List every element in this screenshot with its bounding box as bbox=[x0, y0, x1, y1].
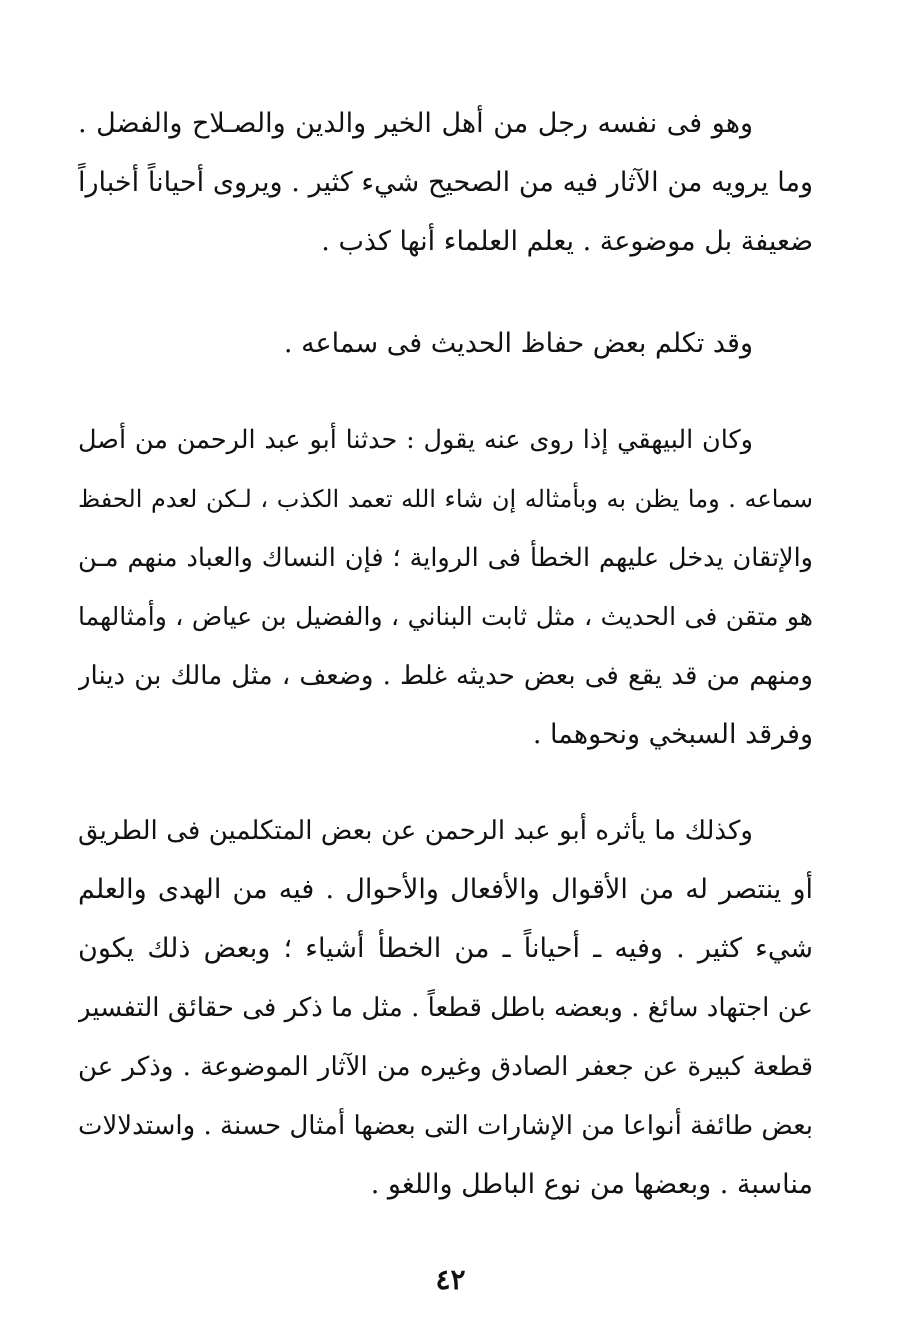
paragraph-line: ومنهم من قد يقع فى بعض حديثه غلط . وضعف ، مثل مالك بن دينار bbox=[78, 661, 813, 691]
paragraph-line: وفرقد السبخي ونحوهما . bbox=[532, 719, 813, 750]
paragraph-line: والإتقان يدخل عليهم الخطأ فى الرواية ؛ فإن النساك والعباد منهم مـن bbox=[78, 543, 813, 573]
paragraph-line: هو متقن فى الحديث ، مثل ثابت البناني ، والفضيل بن عياض ، وأمثالهما bbox=[78, 602, 813, 631]
paragraph-line: وكذلك ما يأثره أبو عبد الرحمن عن بعض المتكلمين فى الطريق bbox=[78, 816, 753, 846]
page-number: ٤٢ bbox=[435, 1263, 466, 1296]
paragraph-line: عن اجتهاد سائغ . وبعضه باطل قطعاً . مثل ما ذكر فى حقائق التفسير bbox=[78, 993, 813, 1023]
paragraph-line: وقد تكلم بعض حفاظ الحديث فى سماعه . bbox=[283, 328, 753, 359]
paragraph-line: وهو فى نفسه رجل من أهل الخير والدين والصـلاح والفضل . bbox=[78, 108, 753, 139]
paragraph-line: مناسبة . وبعضها من نوع الباطل واللغو . bbox=[370, 1169, 813, 1200]
paragraph-line: وما يرويه من الآثار فيه من الصحيح شيء كثير . ويروى أحياناً أخباراً bbox=[78, 167, 813, 198]
paragraph-line: بعض طائفة أنواعا من الإشارات التى بعضها أمثال حسنة . واستدلالات bbox=[78, 1111, 813, 1141]
paragraph-line: سماعه . وما يظن به وبأمثاله إن شاء الله تعمد الكذب ، لـكن لعدم الحفظ bbox=[78, 485, 813, 513]
paragraph-line: ضعيفة بل موضوعة . يعلم العلماء أنها كذب . bbox=[321, 226, 813, 257]
paragraph-line: شيء كثير . وفيه ـ أحياناً ـ من الخطأ أشياء ؛ وبعض ذلك يكون bbox=[78, 933, 813, 964]
paragraph-line: وكان البيهقي إذا روى عنه يقول : حدثنا أبو عبد الرحمن من أصل bbox=[78, 425, 753, 455]
paragraph-line: أو ينتصر له من الأقوال والأفعال والأحوال . فيه من الهدى والعلم bbox=[78, 874, 813, 905]
paragraph-line: قطعة كبيرة عن جعفر الصادق وغيره من الآثار الموضوعة . وذكر عن bbox=[78, 1052, 813, 1082]
